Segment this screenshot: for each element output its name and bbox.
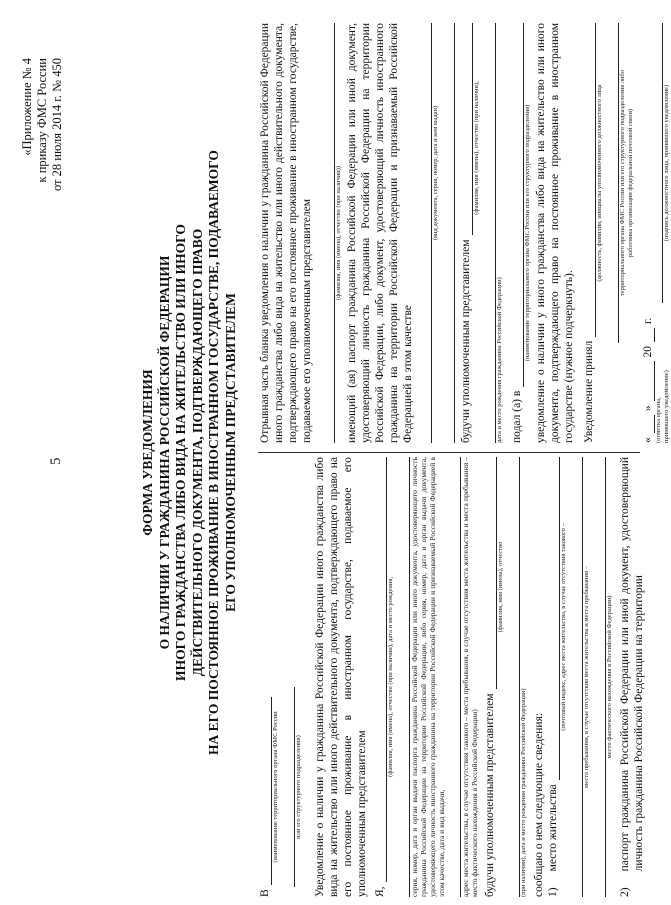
title-line-2: О НАЛИЧИИ У ГРАЖДАНИНА РОССИЙСКОЙ ФЕДЕРАЦИИ bbox=[156, 255, 172, 650]
representative-field[interactable] bbox=[483, 457, 497, 689]
address-caption: адрес места жительства, в случае отсутствия такового – места пребывания, в случае отсутствия места жительства и места пребывания – место фактического нахождения в Российской Федерации) bbox=[461, 457, 479, 897]
title-line-3: ИНОГО ГРАЖДАНСТВА ЛИБО ВИДА НА ЖИТЕЛЬСТВО ИЛИ ИНОГО bbox=[173, 224, 188, 681]
receipt-fio-field[interactable] bbox=[320, 23, 335, 443]
stamp-caption-1: (отметка органа, bbox=[655, 397, 662, 443]
citizen-dob-field[interactable] bbox=[505, 457, 520, 897]
item-2-row bbox=[618, 457, 646, 897]
receipt-submitted-caption: (наименование территориального органа ФМС России или его структурного подразделения) bbox=[524, 104, 531, 362]
date-open-quote: « bbox=[642, 437, 654, 443]
applicant-passport-field[interactable] bbox=[395, 457, 410, 897]
receipt-representative-label: будучи уполномоченным представителем bbox=[460, 239, 472, 443]
receipt-accepted-field[interactable] bbox=[582, 23, 596, 337]
receipt-representative-row bbox=[459, 23, 473, 443]
notification-form bbox=[258, 457, 645, 897]
title-line-5: НА ЕГО ПОСТОЯННОЕ ПРОЖИВАНИЕ В ИНОСТРАННОМ ГОСУДАРСТВЕ, ПОДАВАЕМОГО bbox=[206, 150, 221, 755]
receipt-submitted-label: подал (а) в bbox=[511, 390, 523, 443]
receipt-sign-field[interactable] bbox=[648, 23, 663, 303]
addressee-field-2[interactable] bbox=[280, 687, 295, 887]
stamp-caption-2: принявшего уведомление) bbox=[663, 370, 670, 443]
applicant-row bbox=[373, 457, 387, 897]
date-day-field[interactable] bbox=[641, 415, 655, 433]
receipt-submitted-field[interactable] bbox=[510, 23, 524, 387]
representative-caption: (фамилия, имя (имена), отчество bbox=[497, 541, 504, 633]
addressee-field[interactable] bbox=[258, 697, 272, 885]
representative-label: будучи уполномоченным представителем bbox=[484, 693, 496, 897]
title-line-1: ФОРМА УВЕДОМЛЕНИЯ bbox=[140, 369, 155, 536]
appendix-line-3: от 28 июля 2014 г. № 450 bbox=[50, 58, 64, 192]
inform-line: сообщаю о нем следующие сведения: bbox=[533, 712, 545, 897]
receipt-accepted-caption-2: территориального органа ФМС России или его структурного подразделения либо bbox=[619, 69, 626, 297]
tear-off-receipt bbox=[258, 23, 670, 443]
receipt-representative-field[interactable] bbox=[459, 23, 473, 235]
receipt-date-row bbox=[641, 313, 655, 443]
citizen-dob-caption: (при наличии), дата и место рождения гражданина Российской Федерации) bbox=[520, 688, 527, 897]
receipt-dob-caption: дата и место рождения гражданина Российской Федерации) bbox=[496, 277, 503, 443]
receipt-sign-caption: (подпись должностного лица, принявшего уведомление) bbox=[663, 84, 670, 242]
receipt-accepted-row bbox=[582, 23, 596, 443]
item-1-field-2[interactable] bbox=[568, 457, 583, 897]
receipt-dob-field[interactable] bbox=[481, 23, 496, 443]
receipt-accepted-label: Уведомление принял bbox=[583, 340, 595, 443]
appendix-reference bbox=[20, 58, 65, 191]
notification-heading: Уведомление о наличии у гражданина Российской Федерации иного гражданства либо вида на жительство или иного действительного документа, подтверждающего право на его постоянное проживание в иностранном государстве, подаваемое его уполномоченным представителем bbox=[314, 457, 368, 897]
page-number: 5 bbox=[48, 457, 64, 465]
receipt-accepted-field-2[interactable] bbox=[604, 23, 619, 343]
form-title bbox=[140, 90, 239, 815]
appendix-line-1: «Приложение № 4 bbox=[20, 58, 34, 156]
addressee-row bbox=[258, 697, 272, 897]
receipt-document-field[interactable] bbox=[417, 23, 432, 443]
item-1-label: место жительства bbox=[547, 784, 559, 872]
item-1-field-3[interactable] bbox=[591, 457, 606, 897]
receipt-accepted-caption-1: (должность, фамилия, инициалы уполномоченного должностного лица bbox=[596, 84, 603, 282]
item-1-caption-1: (почтовый индекс, адрес места жительства, в случае отсутствия такового – bbox=[560, 523, 567, 731]
receipt-date-block bbox=[641, 313, 671, 443]
addressee-caption-2: или его структурного подразделения) bbox=[295, 735, 302, 839]
representative-row bbox=[483, 457, 497, 897]
date-year-suffix: г. bbox=[642, 317, 654, 324]
addressee-prefix: В bbox=[259, 889, 271, 897]
applicant-field[interactable] bbox=[373, 457, 387, 882]
receipt-fio-caption: (фамилия, имя (имена), отчество (при наличии)) bbox=[335, 165, 342, 301]
receipt-document-field-2[interactable] bbox=[440, 23, 455, 443]
title-line-4: ДЕЙСТВИТЕЛЬНОГО ДОКУМЕНТА, ПОДТВЕРЖДАЮЩЕГО ПРАВО bbox=[189, 228, 205, 677]
applicant-address-field[interactable] bbox=[446, 457, 461, 897]
title-line-6: ЕГО УПОЛНОМОЧЕННЫМ ПРЕДСТАВИТЕЛЕМ bbox=[222, 293, 238, 612]
tear-off-separator bbox=[258, 452, 640, 453]
applicant-caption: (фамилия, имя (имена), отчество (при наличии), дата и место рождения, bbox=[387, 577, 394, 777]
date-year-field[interactable] bbox=[641, 328, 655, 342]
item-1-caption-3: место фактического нахождения в Российской Федерации) bbox=[606, 595, 613, 759]
item-1-number: 1) bbox=[547, 887, 559, 897]
item-2-number: 2) bbox=[619, 887, 631, 897]
receipt-submitted-row bbox=[510, 23, 524, 443]
item-1-field[interactable] bbox=[546, 457, 560, 780]
receipt-signature-row bbox=[641, 23, 671, 443]
receipt-document-caption: (вид документа, серия, номер, дата и кем выдан) bbox=[432, 105, 439, 241]
item-2-text: паспорт гражданина Российской Федерации или иной документ, удостоверяющий личность гражданина Российской Федерации на территории bbox=[619, 457, 645, 872]
date-month-field[interactable] bbox=[641, 362, 655, 402]
appendix-line-2: к приказу ФМС России bbox=[35, 58, 49, 183]
receipt-accepted-caption-3: работника организации федеральной почтовой связи) bbox=[627, 108, 634, 258]
date-year-prefix: 20 bbox=[642, 346, 654, 358]
date-close-quote: » bbox=[642, 405, 654, 412]
receipt-representative-caption: (фамилия, имя (имена), отчество (при наличии), bbox=[473, 81, 480, 215]
receipt-notice-text: уведомление о наличии у иного гражданства либо вида на жительство или иного документа, подтверждающего право на постоянное проживание в иностранном государстве (нужное подчеркнуть). bbox=[535, 23, 575, 443]
receipt-heading: Отрывная часть бланка уведомления о наличии у гражданина Российской Федерации иного гражданства либо вида на жительство или иного действительного документа, подтверждающего право на его постоянное проживание в иностранном государстве, подаваемое его уполномоченным представителем bbox=[259, 23, 313, 443]
receipt-having-text: имеющий (ая) паспорт гражданина Российской Федерации или иной документ, удостоверяющий личность гражданина Российской Федерации на территории Российской Федерации, либо документ, удостоверяющий личность иностранного гражданина на территории Российской Федерации и признаваемый Российской Федерацией в этом качестве bbox=[346, 23, 414, 443]
item-1-caption-2: места пребывания, в случае отсутствия места жительства и места пребывания – bbox=[583, 566, 590, 788]
receipt-sign-block bbox=[648, 23, 671, 303]
addressee-caption-1: (наименование территориального органа ФМС России bbox=[272, 711, 279, 863]
applicant-prefix: Я, bbox=[374, 886, 386, 897]
passport-caption: серия, номер, дата и орган выдачи паспорта гражданина Российской Федерации или иного документа, удостоверяющего личность гражданина Российской Федерации на территории Российской Федерации, либо серия, номер, дата и орган выдачи документа, удостоверяющего личность иностранного гражданина на территории Российской Федерации и признаваемый Российской Федерацией в этом качестве, дата и вид выдачи, bbox=[410, 457, 446, 897]
item-1-row bbox=[546, 457, 560, 897]
